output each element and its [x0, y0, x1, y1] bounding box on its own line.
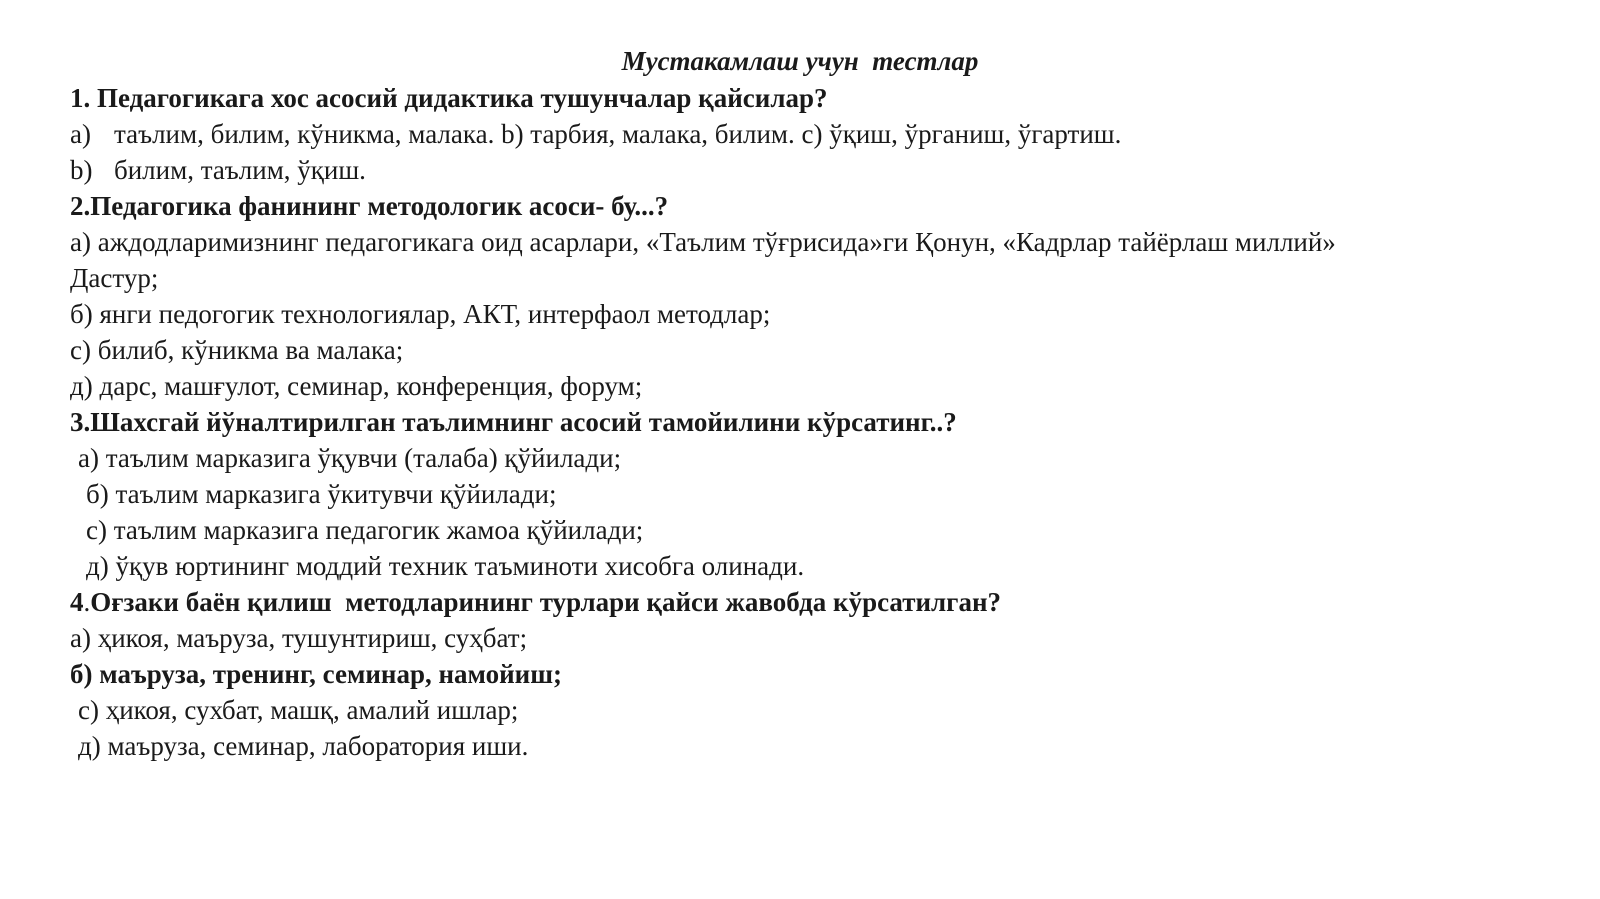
question-4-answer-b: б) маъруза, тренинг, семинар, намойиш; — [70, 659, 562, 689]
answer-marker: а) — [70, 119, 91, 149]
question-4-answer-d: д) маъруза, семинар, лаборатория иши. — [78, 731, 529, 761]
question-4-answer-a: а) ҳикоя, маъруза, тушунтириш, суҳбат; — [70, 623, 528, 653]
question-4-answer-c: с) ҳикоя, сухбат, машқ, амалий ишлар; — [78, 695, 519, 725]
question-1-answer-line-1 — [70, 116, 1570, 152]
question-2-answer-d: д) дарс, машғулот, семинар, конференция, форум; — [70, 371, 643, 401]
question-2-answer-a-line-1: а) аждодларимизнинг педагогикага оид асарлари, «Таълим тўғрисида»ги Қонун, «Кадрлар тайёрлаш миллий» — [70, 227, 1336, 257]
question-4-dot: . — [83, 587, 91, 617]
question-3: 3.Шахсгай йўналтирилган таълимнинг асосий тамойилини кўрсатинг..? — [70, 407, 957, 437]
question-3-answer-a: а) таълим марказига ўқувчи (талаба) қўйилади; — [78, 443, 622, 473]
question-2-answer-a-line-2: Дастур; — [70, 263, 159, 293]
question-2-answer-c: с) билиб, кўникма ва малака; — [70, 335, 404, 365]
question-3-answer-d: д) ўқув юртининг моддий техник таъминоти хисобга олинади. — [86, 551, 805, 581]
test-questions — [70, 80, 1570, 764]
question-2-answer-b: б) янги педогогик технологиялар, АКТ, интерфаол методлар; — [70, 299, 771, 329]
question-1: 1. Педагогикага хос асосий дидактика тушунчалар қайсилар? — [70, 83, 828, 113]
question-4-number: 4 — [70, 587, 84, 617]
question-3-answer-b: б) таълим марказига ўкитувчи қўйилади; — [86, 479, 557, 509]
page-title: Мустакамлаш учун тестлар — [621, 46, 979, 76]
question-4-text: Оғзаки баён қилиш методларининг турлари қайси жавобда кўрсатилган? — [90, 587, 1001, 617]
answer-text: билим, таълим, ўқиш. — [114, 155, 366, 185]
answer-marker: b) — [70, 155, 93, 185]
question-4 — [70, 584, 1570, 620]
question-3-answer-c: с) таълим марказига педагогик жамоа қўйилади; — [86, 515, 644, 545]
question-1-answer-line-2 — [70, 152, 1570, 188]
question-2: 2.Педагогика фанининг методологик асоси- бу...? — [70, 191, 669, 221]
answer-text: таълим, билим, кўникма, малака. b) тарбия, малака, билим. c) ўқиш, ўрганиш, ўгартиш. — [114, 119, 1122, 149]
